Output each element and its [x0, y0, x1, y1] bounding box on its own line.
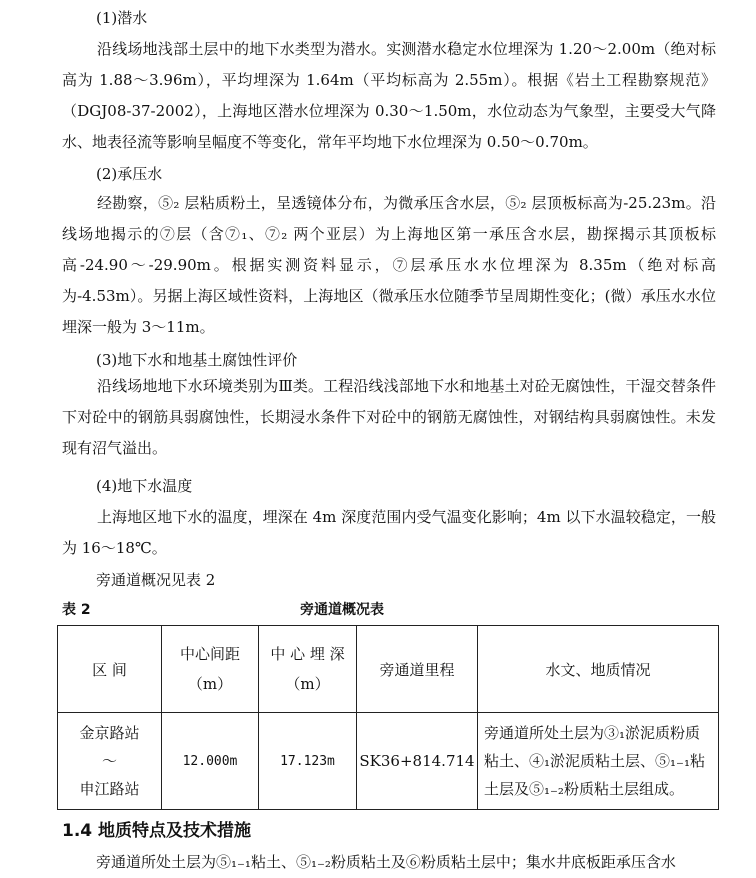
cell-section [58, 713, 162, 810]
cell-mileage: SK36+814.714 [357, 713, 478, 810]
section-heading-phreatic: (1)潜水 [96, 9, 148, 27]
paragraph-temperature: 上海地区地下水的温度，埋深在 4m 深度范围内受气温变化影响；4m 以下水温较稳定，一般为 16～18℃。 [62, 508, 716, 557]
section-heading-temperature: (4)地下水温度 [96, 477, 193, 495]
header-spacing-label: 中心间距 [179, 645, 240, 663]
header-depth [259, 626, 357, 713]
paragraph-geology-features: 旁通道所处土层为⑤₁₋₁粘土、⑤₁₋₂粉质粘土及⑥粉质粘土层中；集水井底板距承压含水 [96, 853, 676, 871]
cell-section-sep: ～ [101, 752, 117, 770]
table-caption: 表 2 [62, 602, 91, 618]
header-geology: 水文、地质情况 [478, 626, 719, 713]
header-mileage: 旁通道里程 [357, 626, 478, 713]
overview-table [57, 625, 719, 810]
section-heading-corrosion: (3)地下水和地基土腐蚀性评价 [96, 351, 298, 369]
paragraph-confined: 经勘察，⑤₂ 层粘质粉土，呈透镜体分布，为微承压含水层，⑤₂ 层顶板标高为-25.23m。沿线场地揭示的⑦层（含⑦₁、⑦₂ 两个亚层）为上海地区第一承压含水层，勘探揭示其顶板标高-24.90～-29.90m。根据实测资料显示，⑦层承压水水位埋深为 8.35m（绝对标高为-4.53m）。另据上海区域性资料，上海地区（微承压水位随季节呈周期性变化；(微）承压水水位埋深一般为 3～11m。 [62, 194, 716, 336]
paragraph-phreatic: 沿线场地浅部土层中的地下水类型为潜水。实测潜水稳定水位埋深为 1.20～2.00m（绝对标高为 1.88～3.96m），平均埋深为 1.64m（平均标高为 2.55m）。根据《岩土工程勘察规范》（DGJ08-37-2002），上海地区潜水位埋深为 0.30～1.50m，水位动态为气象型，主要受大气降水、地表径流等影响呈幅度不等变化，常年平均地下水位埋深为 0.50～0.70m。 [62, 40, 716, 151]
section-heading-confined: (2)承压水 [96, 165, 163, 183]
table-header-row [58, 626, 719, 713]
paragraph-corrosion: 沿线场地地下水环境类别为Ⅲ类。工程沿线浅部地下水和地基土对砼无腐蚀性，干湿交替条件下对砼中的钢筋具弱腐蚀性，长期浸水条件下对砼中的钢筋无腐蚀性，对钢结构具弱腐蚀性。未发现有沼气溢出。 [62, 377, 716, 457]
table-title: 旁通道概况表 [300, 602, 384, 618]
cell-depth: 17.123m [259, 713, 357, 810]
section-heading-1-4: 1.4 地质特点及技术措施 [62, 821, 252, 841]
cell-spacing: 12.000m [162, 713, 259, 810]
header-spacing [162, 626, 259, 713]
header-depth-unit: （m） [285, 675, 330, 693]
header-spacing-unit: （m） [187, 675, 233, 693]
table-row [58, 713, 719, 810]
header-section: 区 间 [58, 626, 162, 713]
header-depth-label: 中 心 埋 深 [270, 645, 345, 663]
cell-section-start: 金京路站 [79, 724, 140, 742]
cell-section-end: 申江路站 [79, 780, 140, 798]
cell-geology: 旁通道所处土层为③₁淤泥质粉质粘土、④₁淤泥质粘土层、⑤₁₋₁粘土层及⑤₁₋₂粉质粘土层组成。 [478, 713, 719, 810]
table-intro: 旁通道概况见表 2 [96, 571, 216, 589]
